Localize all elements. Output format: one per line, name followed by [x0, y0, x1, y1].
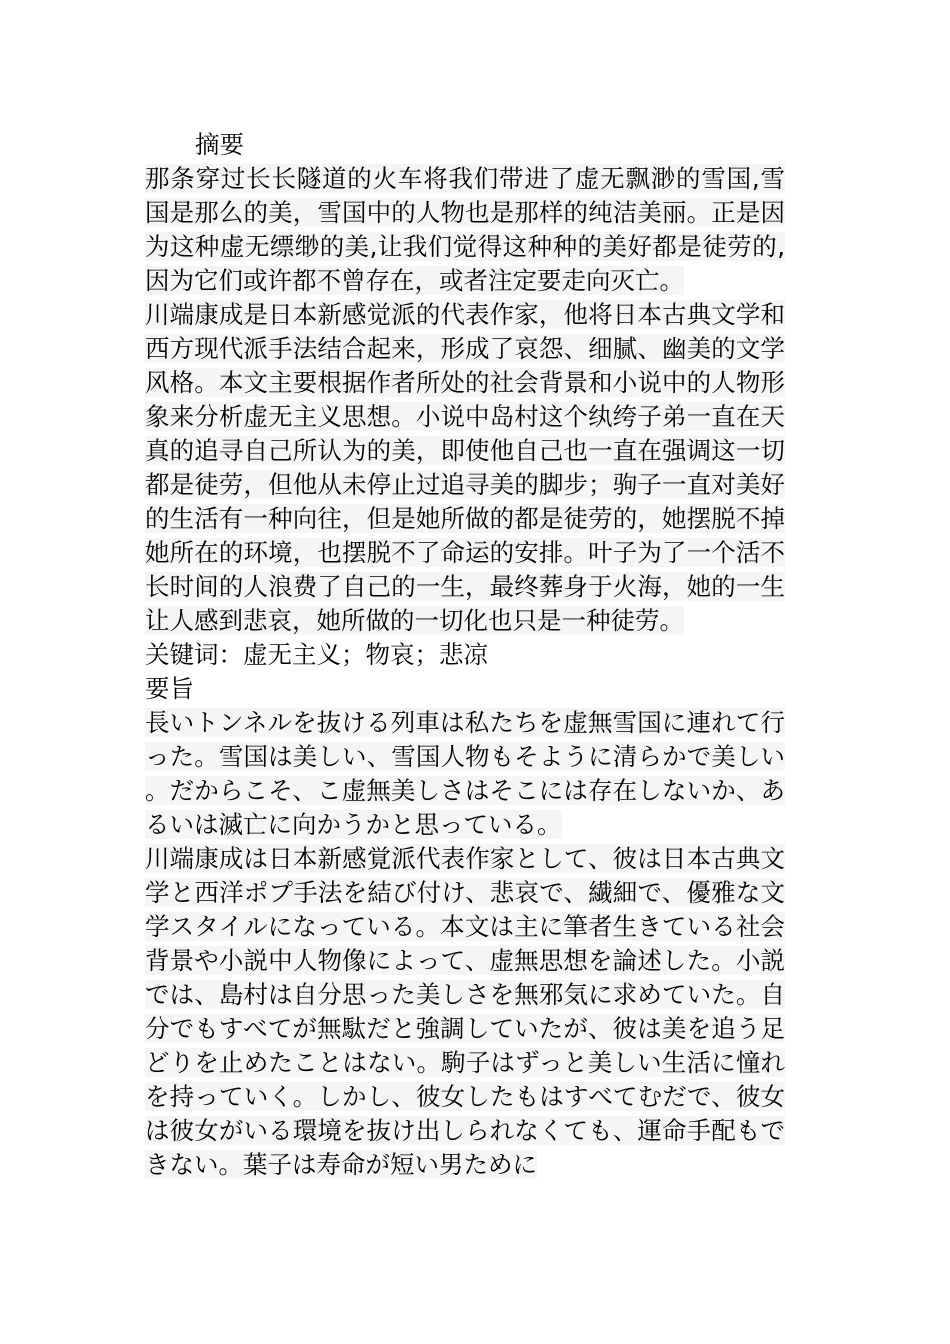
- document-page: [145, 128, 785, 1182]
- japanese-abstract-heading: 要旨: [145, 674, 194, 703]
- chinese-abstract-paragraph-1: 那条穿过长长隧道的火车将我们带进了虚无飘渺的雪国,雪国是那么的美，雪国中的人物也是那样的纯洁美丽。正是因为这种虚无缥缈的美,让我们觉得这种种的美好都是徒劳的,因为它们或许都不曾存在，或者注定要走向灭亡。: [145, 164, 785, 295]
- chinese-abstract-heading: 摘要: [195, 130, 244, 159]
- chinese-abstract-paragraph-2: 川端康成是日本新感觉派的代表作家，他将日本古典文学和西方现代派手法结合起来，形成了哀怨、细腻、幽美的文学风格。本文主要根据作者所处的社会背景和小说中的人物形象来分析虚无主义思想。小说中岛村这个纨绔子弟一直在天真的追寻自己所认为的美，即使他自己也一直在强调这一切都是徒劳，但他从未停止过追寻美的脚步；驹子一直对美好的生活有一种向往，但是她所做的都是徒劳的，她摆脱不掉她所在的环境，也摆脱不了命运的安排。叶子为了一个活不长时间的人浪费了自己的一生，最终葬身于火海，她的一生让人感到悲哀，她所做的一切化也只是一种徒劳。: [145, 300, 785, 635]
- japanese-abstract-paragraph-2: 川端康成は日本新感覚派代表作家として、彼は日本古典文学と西洋ポプ手法を結び付け、悲哀で、繊細で、優雅な文学スタイルになっている。本文は主に筆者生きている社会背景や小説中人物像によって、虚無思想を論述した。小説では、島村は自分思った美しさを無邪気に求めていた。自分でもすべてが無駄だと強調していたが、彼は美を追う足どりを止めたことはない。駒子はずっと美しい生活に憧れを持っていく。しかし、彼女したもはすべてむだで、彼女は彼女がいる環境を抜け出しられなくても、運命手配もできない。葉子は寿命が短い男ために: [145, 844, 785, 1179]
- chinese-keywords: 关键词：虚无主义；物哀；悲凉: [145, 640, 488, 669]
- japanese-abstract-paragraph-1: 長いトンネルを抜ける列車は私たちを虚無雪国に連れて行った。雪国は美しい、雪国人物もそように清らかで美しい。だからこそ、こ虚無美しさはそこには存在しないか、あるいは滅亡に向かうかと思っている。: [145, 708, 785, 839]
